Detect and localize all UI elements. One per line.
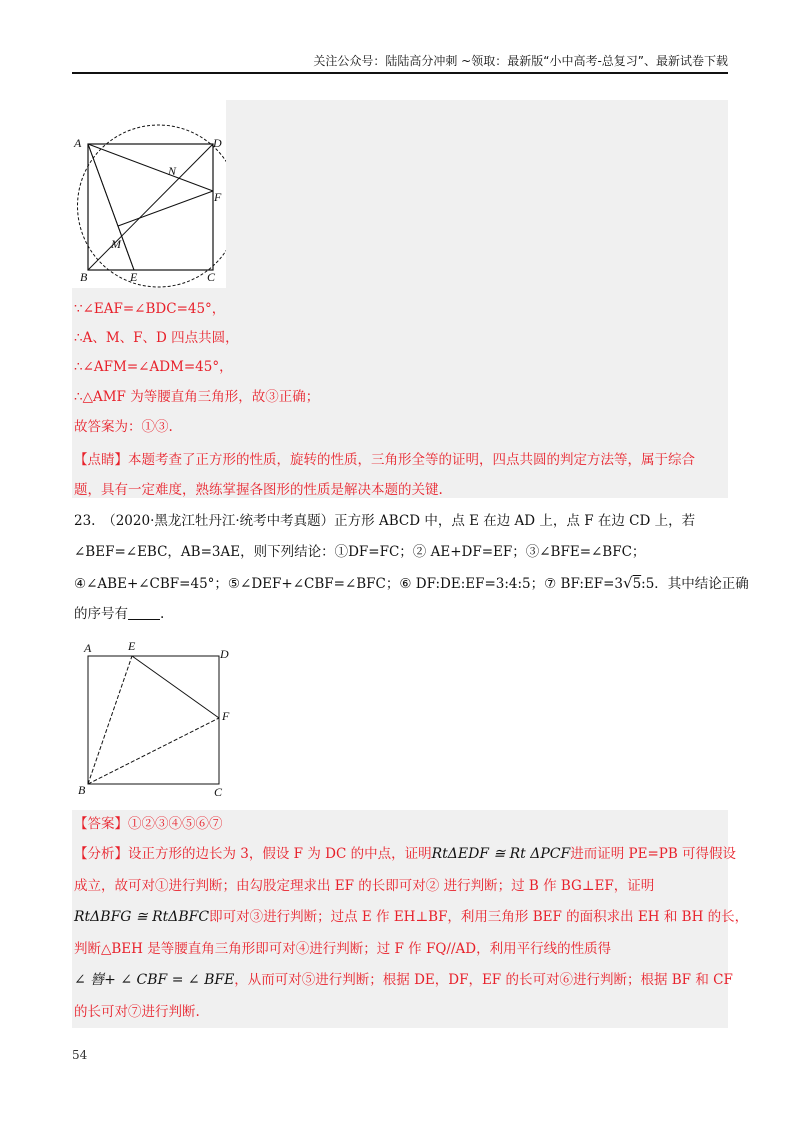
header-rule: [72, 72, 728, 74]
analysis-line: 判断△BEH 是等腰直角三角形即可对④进行判断；过 F 作 FQ//AD，利用平行线的性质得: [74, 941, 612, 957]
dianjing-line: 【点睛】本题考查了正方形的性质，旋转的性质，三角形全等的证明，四点共圆的判定方法等，属于综合: [74, 452, 695, 468]
analysis-math: ∠ 嶜+ ∠ CBF = ∠ BFE: [74, 972, 235, 988]
page-header: 关注公众号：陆陆高分冲刺 ~领取：最新版“小中高考-总复习”、最新试卷下载: [313, 54, 728, 68]
figure-square-triangle: [72, 636, 240, 800]
fig2-label-E: E: [128, 639, 136, 653]
analysis-line: [74, 908, 748, 926]
analysis-text: 【分析】设正方形的边长为 3，假设 F 为 DC 的中点，证明: [74, 846, 432, 862]
figure-square-circle: [72, 100, 226, 288]
analysis-line: [74, 971, 733, 989]
fig1-label-E: E: [130, 270, 138, 284]
fig1-label-C: C: [207, 270, 216, 284]
fig1-label-B: B: [80, 270, 88, 284]
fig1-label-F: F: [214, 190, 222, 204]
solution-line: ∴△AMF 为等腰直角三角形，故③正确；: [74, 389, 320, 405]
sqrt-sign: √: [623, 574, 633, 592]
sqrt-radicand: 5: [632, 576, 642, 592]
analysis-line: 成立，故可对①进行判断；由勾股定理求出 EF 的长即可对② 进行判断；过 B 作 BG⊥EF，证明: [74, 878, 655, 894]
fig1-label-A: A: [74, 136, 82, 150]
fig1-label-M: M: [111, 237, 121, 251]
answer-line: 【答案】①②③④⑤⑥⑦: [74, 816, 223, 832]
analysis-line: [74, 845, 736, 863]
solution-line: ∵∠EAF=∠BDC=45°，: [74, 301, 226, 317]
analysis-text: 进而证明 PE=PB 可得假设: [570, 846, 737, 862]
analysis-line: 的长可对⑦进行判断.: [74, 1004, 200, 1020]
solution-line: ∴A、M、F、D 四点共圆，: [74, 330, 239, 346]
question-line: [74, 605, 164, 623]
page-number: 54: [72, 1048, 88, 1062]
fig2-label-C: C: [214, 785, 223, 799]
fig1-label-N: N: [168, 164, 177, 178]
fig2-label-F: F: [222, 709, 230, 723]
analysis-text: 即可对③进行判断；过点 E 作 EH⊥BF，利用三角形 BEF 的面积求出 EH 和 BH 的长，: [209, 909, 749, 925]
question-text: .: [160, 606, 165, 622]
question-line: ∠BEF=∠EBC，AB=3AE，则下列结论：①DF=FC；② AE+DF=EF；③∠BFE=∠BFC；: [74, 544, 646, 560]
dianjing-line: 题，具有一定难度，熟练掌握各图形的性质是解决本题的关键.: [74, 482, 443, 498]
analysis-text: ，从而可对⑤进行判断；根据 DE，DF，EF 的长可对⑥进行判断；根据 BF 和 CF: [234, 972, 733, 988]
fig2-label-A: A: [84, 641, 92, 655]
answer-blank: [128, 607, 160, 620]
solution-line: ∴∠AFM=∠ADM=45°，: [74, 359, 233, 375]
analysis-math: RtΔBFG ≅ RtΔBFC: [74, 909, 210, 925]
question-line: 23. （2020·黑龙江牡丹江·统考中考真题）正方形 ABCD 中，点 E 在边 AD 上，点 F 在边 CD 上，若: [74, 513, 696, 529]
fig2-label-D: D: [220, 647, 229, 661]
solution-answer: 故答案为：①③.: [74, 419, 173, 435]
fig2-label-B: B: [78, 783, 86, 797]
question-text: 的序号有: [74, 606, 128, 622]
question-line: [74, 574, 749, 593]
question-text: :5．其中结论正确: [641, 576, 749, 592]
fig1-label-D: D: [213, 136, 222, 150]
question-text: ④∠ABE+∠CBF=45°；⑤∠DEF+∠CBF=∠BFC；⑥ DF:DE:EF=3:4:5；⑦ BF:EF=3: [74, 576, 624, 592]
analysis-math: RtΔEDF ≅ Rt ΔPCF: [431, 846, 571, 862]
